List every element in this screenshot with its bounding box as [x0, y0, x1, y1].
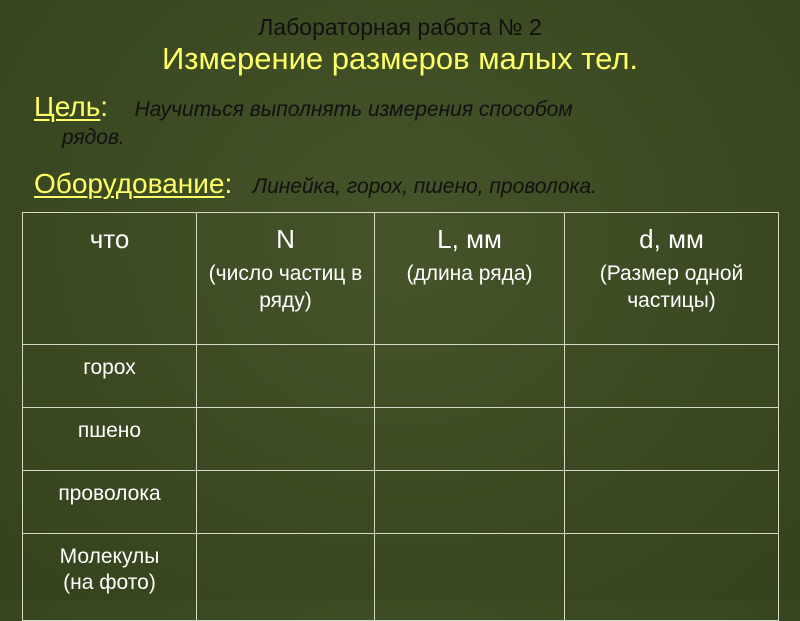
row-label-molecules-line1: Молекулы: [59, 545, 160, 568]
lab-subtitle: Лабораторная работа № 2: [258, 14, 542, 40]
column-header-what-title: что: [89, 224, 130, 254]
table-cell-l[interactable]: [375, 534, 565, 621]
goal-colon: :: [100, 91, 109, 122]
column-header-l-title: L, мм: [437, 224, 502, 254]
equipment-text: Линейка, горох, пшено, проволока.: [252, 175, 597, 198]
table-cell-n[interactable]: [197, 408, 375, 471]
equipment-label: Оборудование: [34, 168, 225, 199]
table-cell-d[interactable]: [565, 408, 779, 471]
column-header-n-description: (число частиц в ряду): [208, 261, 363, 312]
row-label-molecules-line2: (на фото): [63, 571, 156, 595]
table-cell-d[interactable]: [565, 471, 779, 534]
goal-text-continuation: рядов.: [62, 126, 125, 149]
table-cell-n[interactable]: [197, 534, 375, 621]
column-header-d-description: (Размер одной частицы): [599, 261, 744, 312]
goal-section: [34, 86, 734, 154]
column-header-n-title: N: [276, 224, 295, 254]
table-cell-d[interactable]: [565, 534, 779, 621]
table-cell-d[interactable]: [565, 345, 779, 408]
table-cell-n[interactable]: [197, 471, 375, 534]
goal-label: Цель: [34, 91, 101, 122]
measurement-table: [22, 212, 779, 621]
goal-text: Научиться выполнять измерения способом: [134, 98, 573, 121]
row-label-wire: проволока: [23, 471, 197, 534]
table-header-row: [23, 213, 779, 345]
page-title: Измерение размеров малых тел.: [161, 41, 639, 76]
table-cell-l[interactable]: [375, 345, 565, 408]
column-header-n: [197, 213, 375, 345]
row-label-peas: горох: [23, 345, 197, 408]
equipment-section: [34, 168, 597, 204]
row-label-molecules: [23, 534, 197, 621]
equipment-colon: :: [224, 168, 233, 199]
column-header-l-description: (длина ряда): [406, 261, 533, 285]
table-row: [23, 471, 779, 534]
column-header-what: [23, 213, 197, 345]
table-row: [23, 534, 779, 621]
column-header-d: [565, 213, 779, 345]
column-header-l: [375, 213, 565, 345]
table-cell-n[interactable]: [197, 345, 375, 408]
column-header-d-title: d, мм: [639, 224, 704, 254]
table-row: [23, 408, 779, 471]
row-label-millet: пшено: [23, 408, 197, 471]
table-row: [23, 345, 779, 408]
table-cell-l[interactable]: [375, 408, 565, 471]
table-cell-l[interactable]: [375, 471, 565, 534]
